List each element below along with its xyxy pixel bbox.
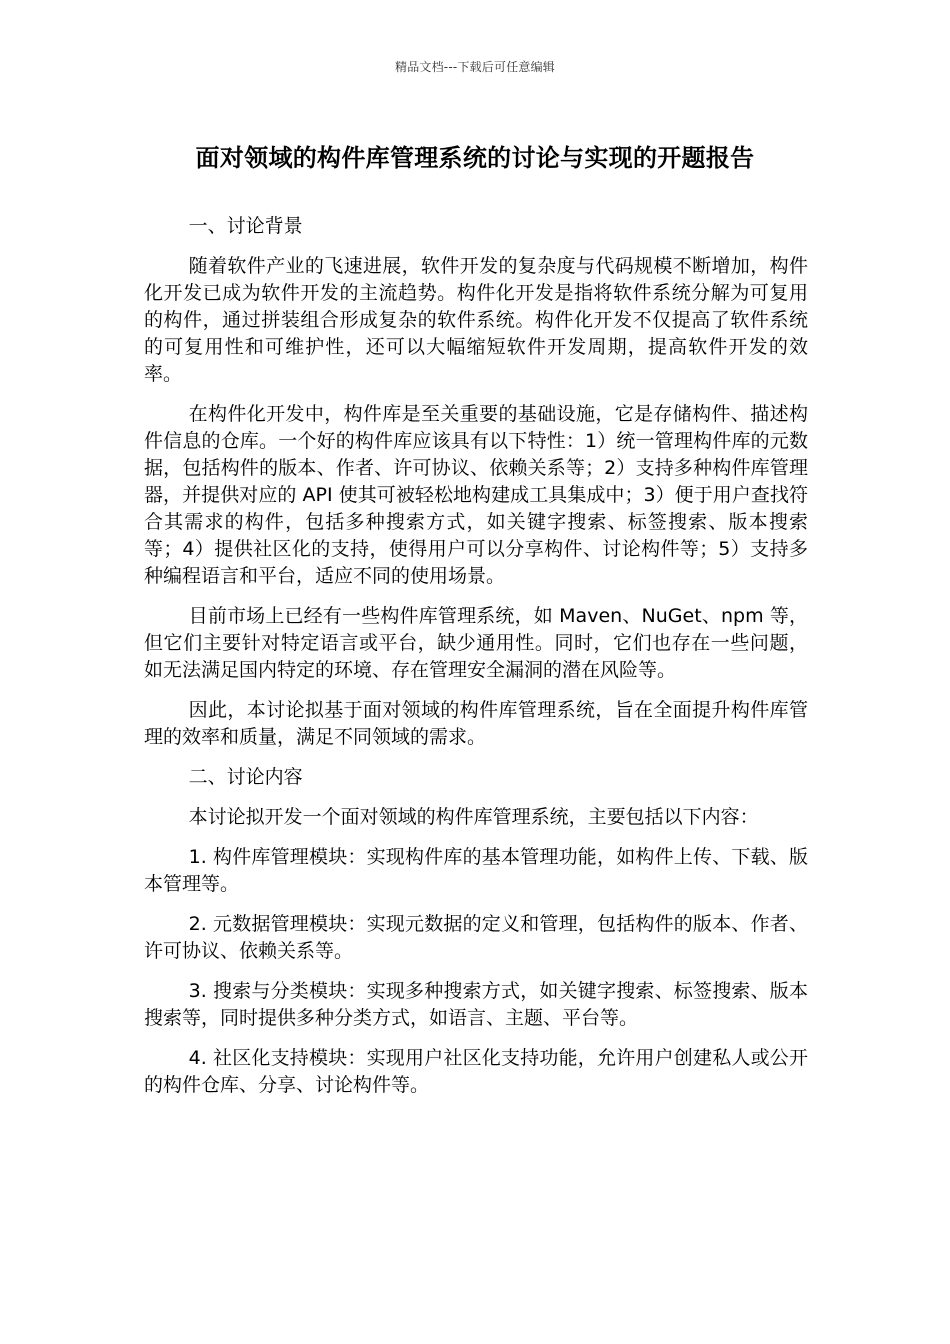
- paragraph: 因此，本讨论拟基于面对领域的构件库管理系统，旨在全面提升构件库管理的效率和质量，满足不同领域的需求。: [144, 699, 808, 748]
- paragraph: 本讨论拟开发一个面对领域的构件库管理系统，主要包括以下内容：: [188, 806, 759, 828]
- list-item: 2. 元数据管理模块：实现元数据的定义和管理，包括构件的版本、作者、许可协议、依赖关系等。: [144, 913, 808, 962]
- paragraph: 目前市场上已经有一些构件库管理系统，如 Maven、NuGet、npm 等，但它们主要针对特定语言或平台，缺少通用性。同时，它们也存在一些问题，如无法满足国内特定的环境、存在管理安全漏洞的潜在风险等。: [144, 605, 808, 681]
- document-body: [144, 213, 808, 1112]
- list-item: 1. 构件库管理模块：实现构件库的基本管理功能，如构件上传、下载、版本管理等。: [144, 846, 808, 895]
- paragraph: 在构件化开发中，构件库是至关重要的基础设施，它是存储构件、描述构件信息的仓库。一个好的构件库应该具有以下特性：1）统一管理构件库的元数据，包括构件的版本、作者、许可协议、依赖关系等；2）支持多种构件库管理器，并提供对应的 API 使其可被轻松地构建成工具集成中；3）便于用户查找符合其需求的构件，包括多种搜索方式，如关键字搜索、标签搜索、版本搜索等；4）提供社区化的支持，使得用户可以分享构件、讨论构件等；5）支持多种编程语言和平台，适应不同的使用场景。: [144, 403, 808, 587]
- header-note: 精品文档---下载后可任意编辑: [395, 60, 555, 74]
- document-title: 面对领域的构件库管理系统的讨论与实现的开题报告: [195, 144, 755, 172]
- paragraph: 随着软件产业的飞速进展，软件开发的复杂度与代码规模不断增加，构件化开发已成为软件开发的主流趋势。构件化开发是指将软件系统分解为可复用的构件，通过拼装组合形成复杂的软件系统。构件化开发不仅提高了软件系统的可复用性和可维护性，还可以大幅缩短软件开发周期，提高软件开发的效率。: [144, 255, 808, 385]
- list-item: 4. 社区化支持模块：实现用户社区化支持功能，允许用户创建私人或公开的构件仓库、分享、讨论构件等。: [144, 1047, 808, 1096]
- section-heading-background: 一、讨论背景: [188, 215, 303, 237]
- section-heading-content: 二、讨论内容: [188, 766, 303, 788]
- list-item: 3. 搜索与分类模块：实现多种搜索方式，如关键字搜索、标签搜索、版本搜索等，同时提供多种分类方式，如语言、主题、平台等。: [144, 980, 808, 1029]
